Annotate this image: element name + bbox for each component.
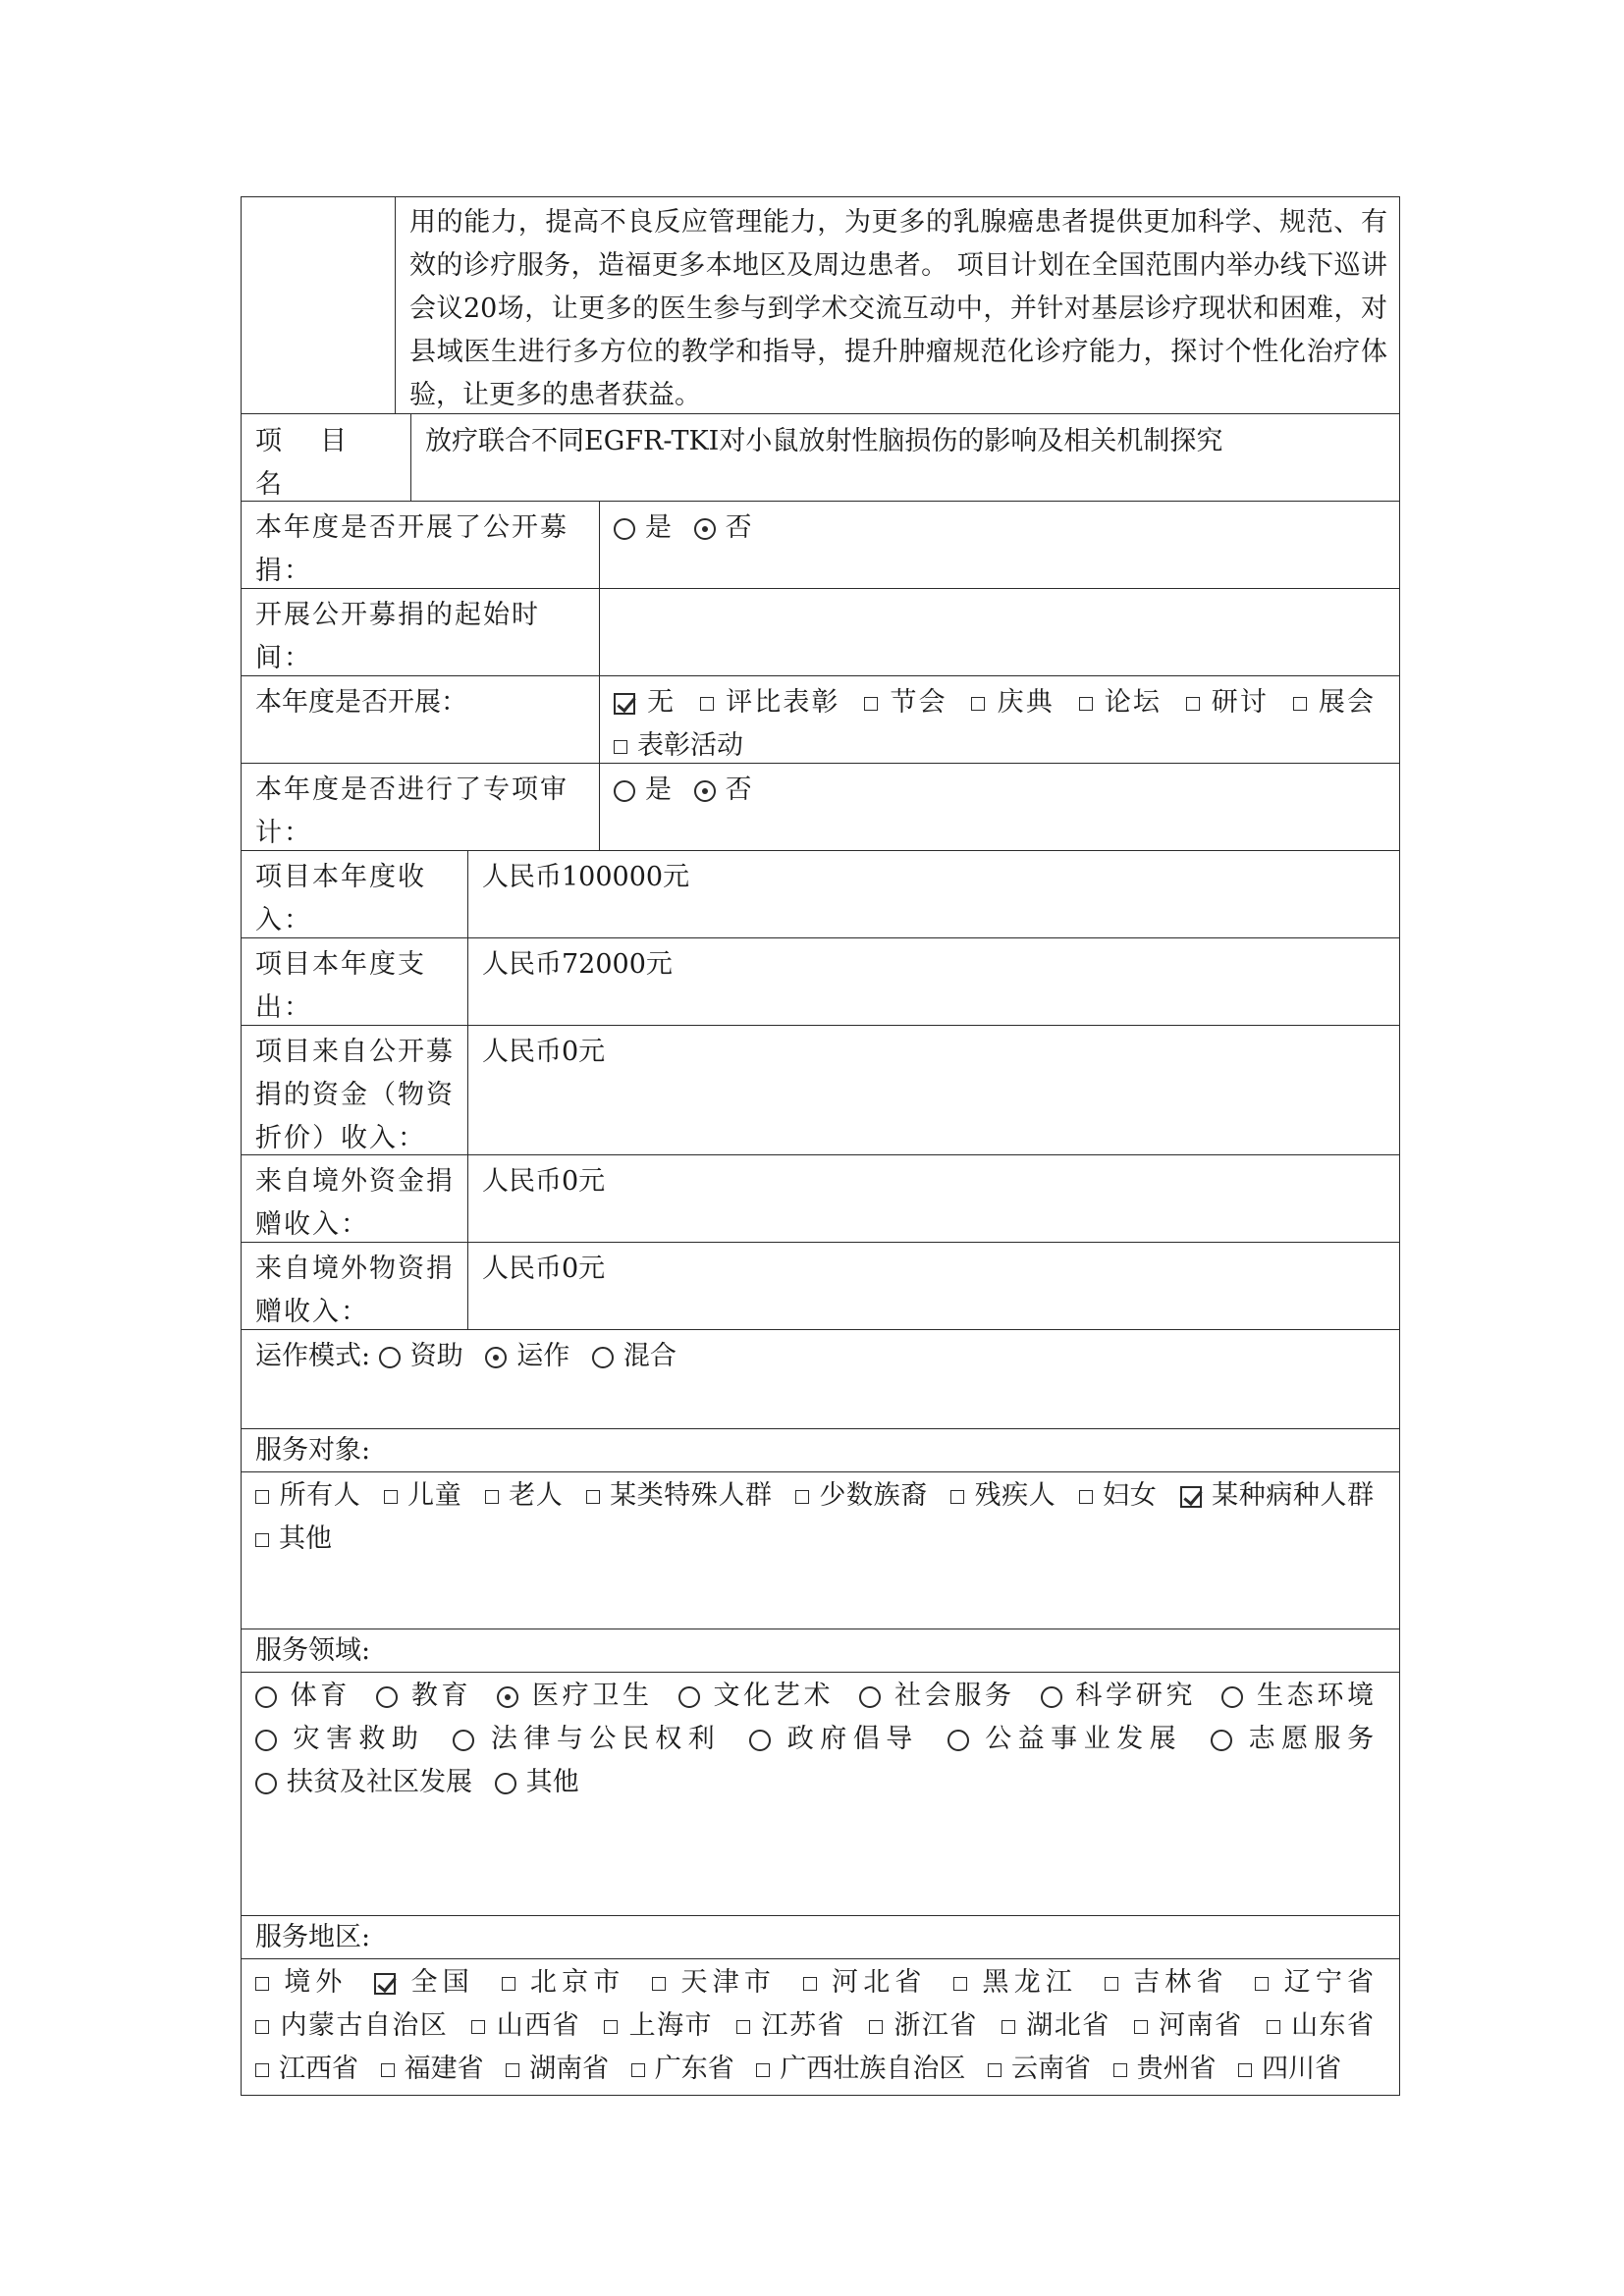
special-audit-option[interactable] — [614, 774, 672, 805]
service-region-option[interactable] — [1267, 2010, 1374, 2041]
special-audit-option[interactable] — [694, 774, 752, 805]
option-label: 社会服务 — [891, 1681, 1015, 1711]
option-label: 湖南省 — [529, 2054, 610, 2084]
activities-option[interactable] — [614, 730, 743, 761]
checkbox-empty-icon[interactable] — [604, 2020, 618, 2034]
service-target-option[interactable] — [1079, 1480, 1158, 1511]
service-field-option[interactable] — [947, 1724, 1182, 1754]
service-target-option[interactable] — [586, 1480, 773, 1511]
option-label: 庆典 — [995, 687, 1055, 718]
income-label: 项目本年度收入： — [241, 850, 468, 938]
service-region-label: 服务地区: — [241, 1915, 1400, 1959]
checkbox-checked-icon[interactable] — [614, 693, 635, 715]
service-region-option[interactable] — [631, 2054, 734, 2084]
public-fundraising-option[interactable] — [614, 512, 672, 543]
checkbox-empty-icon[interactable] — [869, 2020, 883, 2034]
checkbox-empty-icon[interactable] — [1079, 697, 1093, 711]
option-label: 某类特殊人群 — [609, 1480, 773, 1511]
service-region-option[interactable] — [803, 1967, 927, 1998]
radio-empty-icon[interactable] — [495, 1773, 516, 1794]
operation-mode-cell — [241, 1329, 1400, 1429]
option-label: 节会 — [888, 687, 947, 718]
service-region-option[interactable] — [988, 2054, 1091, 2084]
option-label: 运作 — [516, 1341, 570, 1371]
checkbox-empty-icon[interactable] — [471, 2020, 485, 2034]
service-region-option[interactable] — [1238, 2054, 1341, 2084]
checkbox-empty-icon[interactable] — [736, 2020, 750, 2034]
option-label: 体育 — [287, 1681, 351, 1711]
expense-label: 项目本年度支出： — [241, 937, 468, 1026]
checkbox-empty-icon[interactable] — [1079, 1490, 1093, 1504]
service-target-option[interactable] — [795, 1480, 928, 1511]
service-region-option[interactable] — [255, 2054, 358, 2084]
checkbox-empty-icon[interactable] — [255, 2063, 269, 2077]
option-label: 江苏省 — [760, 2010, 845, 2041]
radio-empty-icon[interactable] — [749, 1730, 771, 1751]
checkbox-empty-icon[interactable] — [700, 697, 714, 711]
checkbox-empty-icon[interactable] — [485, 1490, 499, 1504]
fundraising-start-value — [599, 588, 1400, 676]
service-field-option[interactable] — [749, 1724, 918, 1754]
radio-empty-icon[interactable] — [255, 1773, 277, 1794]
option-label: 是 — [645, 774, 672, 805]
project-name-label: 项 目 名 — [241, 413, 411, 502]
radio-empty-icon[interactable] — [592, 1347, 614, 1368]
public-funds-label: 项目来自公开募捐的资金（物资折价）收入： — [241, 1025, 468, 1155]
foreign-funds-value: 人民币0元 — [467, 1154, 1400, 1243]
option-label: 资助 — [409, 1341, 463, 1371]
special-audit-label: 本年度是否进行了专项审计： — [241, 763, 600, 851]
option-label: 浙江省 — [892, 2010, 978, 2041]
income-value: 人民币100000元 — [467, 850, 1400, 938]
option-label: 研讨 — [1209, 687, 1270, 718]
checkbox-empty-icon[interactable] — [1255, 1977, 1269, 1991]
checkbox-empty-icon[interactable] — [1293, 697, 1307, 711]
service-field-option[interactable] — [255, 1767, 472, 1797]
service-field-options — [241, 1672, 1400, 1916]
checkbox-empty-icon[interactable] — [381, 2063, 395, 2077]
option-label: 政府倡导 — [781, 1724, 919, 1754]
option-label: 吉林省 — [1127, 1967, 1228, 1998]
checkbox-empty-icon[interactable] — [255, 1490, 269, 1504]
public-fundraising-label: 本年度是否开展了公开募捐： — [241, 501, 600, 589]
option-label: 河南省 — [1157, 2010, 1243, 2041]
service-target-option[interactable] — [950, 1480, 1056, 1511]
option-label: 四川省 — [1262, 2054, 1342, 2084]
service-region-option[interactable] — [652, 1967, 776, 1998]
service-field-option[interactable] — [255, 1681, 351, 1711]
radio-empty-icon[interactable] — [255, 1730, 277, 1751]
option-label: 其他 — [279, 1523, 332, 1554]
checkbox-empty-icon[interactable] — [756, 2063, 770, 2077]
checkbox-empty-icon[interactable] — [795, 1490, 809, 1504]
option-label: 广西壮族自治区 — [780, 2054, 966, 2084]
service-region-option[interactable] — [471, 2010, 580, 2041]
option-label: 湖北省 — [1024, 2010, 1110, 2041]
checkbox-empty-icon[interactable] — [953, 1977, 967, 1991]
option-label: 儿童 — [406, 1480, 462, 1511]
activities-options — [599, 675, 1400, 764]
service-region-option[interactable] — [381, 2054, 484, 2084]
option-label: 云南省 — [1010, 2054, 1091, 2084]
option-label: 其他 — [525, 1767, 579, 1797]
option-label: 混合 — [623, 1341, 677, 1371]
checkbox-empty-icon[interactable] — [652, 1977, 666, 1991]
option-label: 境外 — [279, 1967, 348, 1998]
checkbox-empty-icon[interactable] — [614, 740, 627, 754]
option-label: 内蒙古自治区 — [279, 2010, 449, 2041]
option-label: 河北省 — [826, 1967, 927, 1998]
option-label: 无 — [645, 687, 677, 718]
option-label: 北京市 — [524, 1967, 625, 1998]
activities-option[interactable] — [1079, 687, 1162, 718]
radio-empty-icon[interactable] — [614, 518, 635, 540]
checkbox-empty-icon[interactable] — [864, 697, 878, 711]
service-field-option[interactable] — [859, 1681, 1014, 1711]
checkbox-empty-icon[interactable] — [1113, 2063, 1127, 2077]
radio-empty-icon[interactable] — [947, 1730, 969, 1751]
checkbox-empty-icon[interactable] — [803, 1977, 817, 1991]
service-region-option[interactable] — [953, 1967, 1077, 1998]
option-label: 评比表彰 — [723, 687, 840, 718]
service-region-option[interactable] — [374, 1967, 474, 1998]
option-label: 教育 — [407, 1681, 472, 1711]
service-region-option[interactable] — [255, 2010, 448, 2041]
activities-option[interactable] — [614, 687, 676, 718]
activities-label: 本年度是否开展： — [241, 675, 600, 764]
service-field-option[interactable] — [1211, 1724, 1374, 1754]
checkbox-empty-icon[interactable] — [255, 2020, 269, 2034]
foreign-funds-label: 来自境外资金捐赠收入： — [241, 1154, 468, 1243]
checkbox-empty-icon[interactable] — [1238, 2063, 1252, 2077]
radio-selected-icon[interactable] — [497, 1686, 518, 1708]
service-target-label: 服务对象: — [241, 1428, 1400, 1472]
public-fundraising-option[interactable] — [694, 512, 752, 543]
project-name-value: 放疗联合不同EGFR-TKI对小鼠放射性脑损伤的影响及相关机制探究 — [410, 413, 1400, 502]
operation-mode-option[interactable] — [485, 1341, 569, 1371]
service-region-option[interactable] — [869, 2010, 978, 2041]
option-label: 文化艺术 — [709, 1681, 835, 1711]
option-label: 生态环境 — [1253, 1681, 1374, 1711]
option-label: 否 — [725, 512, 752, 543]
service-region-option[interactable] — [502, 1967, 625, 1998]
radio-empty-icon[interactable] — [255, 1686, 277, 1708]
option-label: 展会 — [1316, 687, 1375, 718]
service-target-option[interactable] — [1180, 1480, 1375, 1511]
service-region-option[interactable] — [1001, 2010, 1110, 2041]
option-label: 山东省 — [1289, 2010, 1374, 2041]
fundraising-start-label: 开展公开募捐的起始时间： — [241, 588, 600, 676]
option-label: 贵州省 — [1136, 2054, 1217, 2084]
option-label: 所有人 — [279, 1480, 361, 1511]
activities-option[interactable] — [1186, 687, 1269, 718]
service-region-options — [241, 1958, 1400, 2096]
radio-selected-icon[interactable] — [694, 780, 716, 802]
radio-empty-icon[interactable] — [614, 780, 635, 802]
checkbox-checked-icon[interactable] — [1180, 1486, 1202, 1508]
service-target-options — [241, 1471, 1400, 1629]
expense-value: 人民币72000元 — [467, 937, 1400, 1026]
operation-mode-label: 运作模式: — [255, 1341, 371, 1371]
option-label: 少数族裔 — [818, 1480, 928, 1511]
option-label: 法律与公民权利 — [484, 1724, 722, 1754]
intro-left-cell — [241, 196, 396, 414]
checkbox-empty-icon[interactable] — [950, 1490, 964, 1504]
service-field-label: 服务领域: — [241, 1629, 1400, 1673]
option-label: 医疗卫生 — [528, 1681, 653, 1711]
option-label: 是 — [645, 512, 672, 543]
service-region-option[interactable] — [506, 2054, 609, 2084]
radio-empty-icon[interactable] — [859, 1686, 881, 1708]
checkbox-empty-icon[interactable] — [631, 2063, 645, 2077]
option-label: 福建省 — [404, 2054, 484, 2084]
activities-option[interactable] — [1293, 687, 1374, 718]
radio-empty-icon[interactable] — [1211, 1730, 1232, 1751]
option-label: 公益事业发展 — [978, 1724, 1183, 1754]
checkbox-empty-icon[interactable] — [1105, 1977, 1118, 1991]
checkbox-empty-icon[interactable] — [586, 1490, 600, 1504]
checkbox-empty-icon[interactable] — [971, 697, 985, 711]
service-target-option[interactable] — [485, 1480, 564, 1511]
checkbox-empty-icon[interactable] — [502, 1977, 515, 1991]
operation-mode-options — [379, 1341, 677, 1371]
foreign-goods-value: 人民币0元 — [467, 1242, 1400, 1330]
option-label: 辽宁省 — [1278, 1967, 1375, 1998]
service-field-option[interactable] — [1041, 1681, 1196, 1711]
radio-empty-icon[interactable] — [1221, 1686, 1243, 1708]
radio-empty-icon[interactable] — [379, 1347, 401, 1368]
radio-empty-icon[interactable] — [376, 1686, 398, 1708]
activities-option[interactable] — [700, 687, 840, 718]
foreign-goods-label: 来自境外物资捐赠收入： — [241, 1242, 468, 1330]
option-label: 江西省 — [279, 2054, 358, 2084]
radio-selected-icon[interactable] — [485, 1347, 507, 1368]
option-label: 残疾人 — [973, 1480, 1056, 1511]
option-label: 黑龙江 — [977, 1967, 1078, 1998]
option-label: 某种病种人群 — [1211, 1480, 1375, 1511]
public-fundraising-options — [599, 501, 1400, 589]
intro-description: 用的能力，提高不良反应管理能力，为更多的乳腺癌患者提供更加科学、规范、有效的诊疗服务，造福更多本地区及周边患者。 项目计划在全国范围内举办线下巡讲会议20场，让更多的医生参与到学术交流互动中，并针对基层诊疗现状和困难，对县域医生进行多方位的教学和指导，提升肿瘤规范化诊疗能力，探讨个性化治疗体验，让更多的患者获益。 — [395, 196, 1400, 414]
option-label: 科学研究 — [1071, 1681, 1197, 1711]
option-label: 表彰活动 — [637, 730, 743, 761]
radio-selected-icon[interactable] — [694, 518, 716, 540]
service-region-option[interactable] — [604, 2010, 713, 2041]
public-funds-value: 人民币0元 — [467, 1025, 1400, 1155]
service-field-option[interactable] — [1221, 1681, 1374, 1711]
service-field-option[interactable] — [497, 1681, 652, 1711]
special-audit-options — [599, 763, 1400, 851]
radio-empty-icon[interactable] — [453, 1730, 474, 1751]
option-label: 上海市 — [627, 2010, 713, 2041]
option-label: 广东省 — [654, 2054, 734, 2084]
checkbox-empty-icon[interactable] — [1186, 697, 1200, 711]
operation-mode-option[interactable] — [379, 1341, 463, 1371]
checkbox-empty-icon[interactable] — [506, 2063, 519, 2077]
option-label: 扶贫及社区发展 — [287, 1767, 472, 1797]
option-label: 志愿服务 — [1242, 1724, 1375, 1754]
checkbox-checked-icon[interactable] — [374, 1973, 396, 1995]
service-field-option[interactable] — [495, 1767, 579, 1797]
checkbox-empty-icon[interactable] — [1001, 2020, 1015, 2034]
service-field-option[interactable] — [376, 1681, 471, 1711]
service-region-option[interactable] — [1134, 2010, 1243, 2041]
service-region-option[interactable] — [1113, 2054, 1217, 2084]
service-target-option[interactable] — [384, 1480, 462, 1511]
option-label: 全国 — [406, 1967, 474, 1998]
checkbox-empty-icon[interactable] — [988, 2063, 1001, 2077]
service-field-option[interactable] — [453, 1724, 721, 1754]
activities-option[interactable] — [971, 687, 1054, 718]
option-label: 山西省 — [495, 2010, 581, 2041]
radio-empty-icon[interactable] — [678, 1686, 700, 1708]
option-label: 灾害救助 — [287, 1724, 425, 1754]
option-label: 否 — [725, 774, 752, 805]
service-region-option[interactable] — [736, 2010, 845, 2041]
checkbox-empty-icon[interactable] — [255, 1977, 269, 1991]
activities-option[interactable] — [864, 687, 947, 718]
service-region-option[interactable] — [756, 2054, 965, 2084]
checkbox-empty-icon[interactable] — [384, 1490, 398, 1504]
service-target-option[interactable] — [255, 1523, 332, 1554]
service-region-option[interactable] — [1255, 1967, 1374, 1998]
checkbox-empty-icon[interactable] — [1134, 2020, 1148, 2034]
option-label: 论坛 — [1102, 687, 1162, 718]
service-field-option[interactable] — [678, 1681, 834, 1711]
option-label: 天津市 — [676, 1967, 777, 1998]
checkbox-empty-icon[interactable] — [255, 1533, 269, 1547]
option-label: 妇女 — [1102, 1480, 1158, 1511]
service-region-option[interactable] — [1105, 1967, 1228, 1998]
service-region-option[interactable] — [255, 1967, 348, 1998]
option-label: 老人 — [508, 1480, 564, 1511]
service-field-option[interactable] — [255, 1724, 424, 1754]
radio-empty-icon[interactable] — [1041, 1686, 1062, 1708]
service-target-option[interactable] — [255, 1480, 360, 1511]
operation-mode-option[interactable] — [592, 1341, 677, 1371]
checkbox-empty-icon[interactable] — [1267, 2020, 1280, 2034]
